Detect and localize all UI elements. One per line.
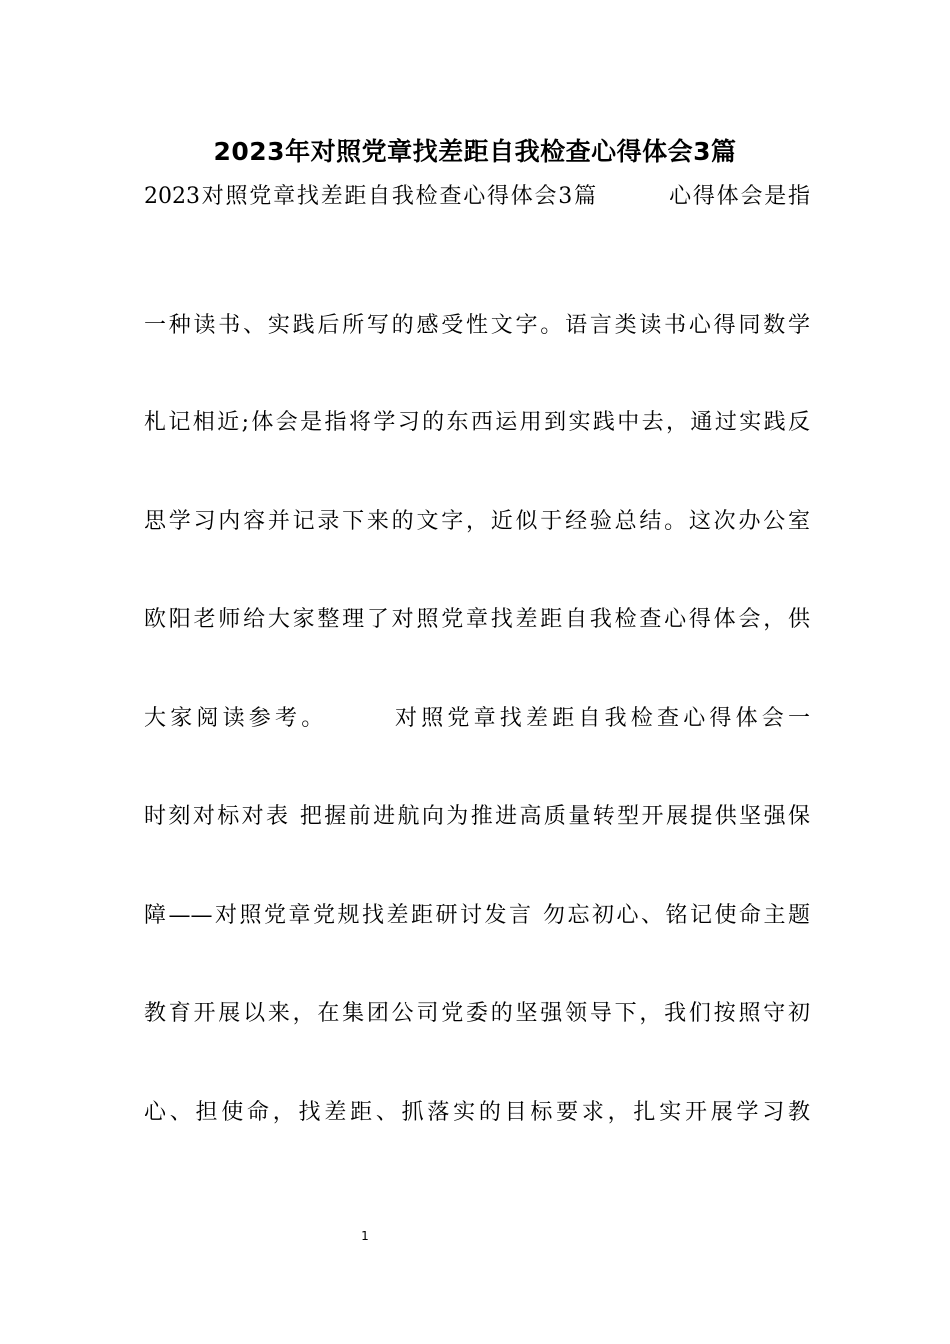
page-number: 1: [361, 1229, 369, 1243]
body-text-line: 2023对照党章找差距自我检查心得体会3篇 心得体会是指: [144, 184, 810, 209]
body-text-line: 欧阳老师给大家整理了对照党章找差距自我检查心得体会，供: [144, 607, 810, 632]
body-text-line: 时刻对标对表 把握前进航向为推进高质量转型开展提供坚强保: [144, 804, 810, 829]
body-text-line: 心、担使命，找差距、抓落实的目标要求，扎实开展学习教: [144, 1100, 810, 1125]
body-text-line: 思学习内容并记录下来的文字，近似于经验总结。这次办公室: [144, 509, 810, 534]
body-text-line: 一种读书、实践后所写的感受性文字。语言类读书心得同数学: [144, 313, 810, 338]
document-title: 2023年对照党章找差距自我检查心得体会3篇: [213, 137, 737, 166]
body-text-line: 教育开展以来，在集团公司党委的坚强领导下，我们按照守初: [144, 1001, 810, 1026]
body-text-line: 札记相近;体会是指将学习的东西运用到实践中去，通过实践反: [144, 410, 810, 435]
body-text-line: 大家阅读参考。 对照党章找差距自我检查心得体会一: [144, 706, 810, 731]
body-text-line: 障——对照党章党规找差距研讨发言 勿忘初心、铭记使命主题: [144, 903, 810, 928]
